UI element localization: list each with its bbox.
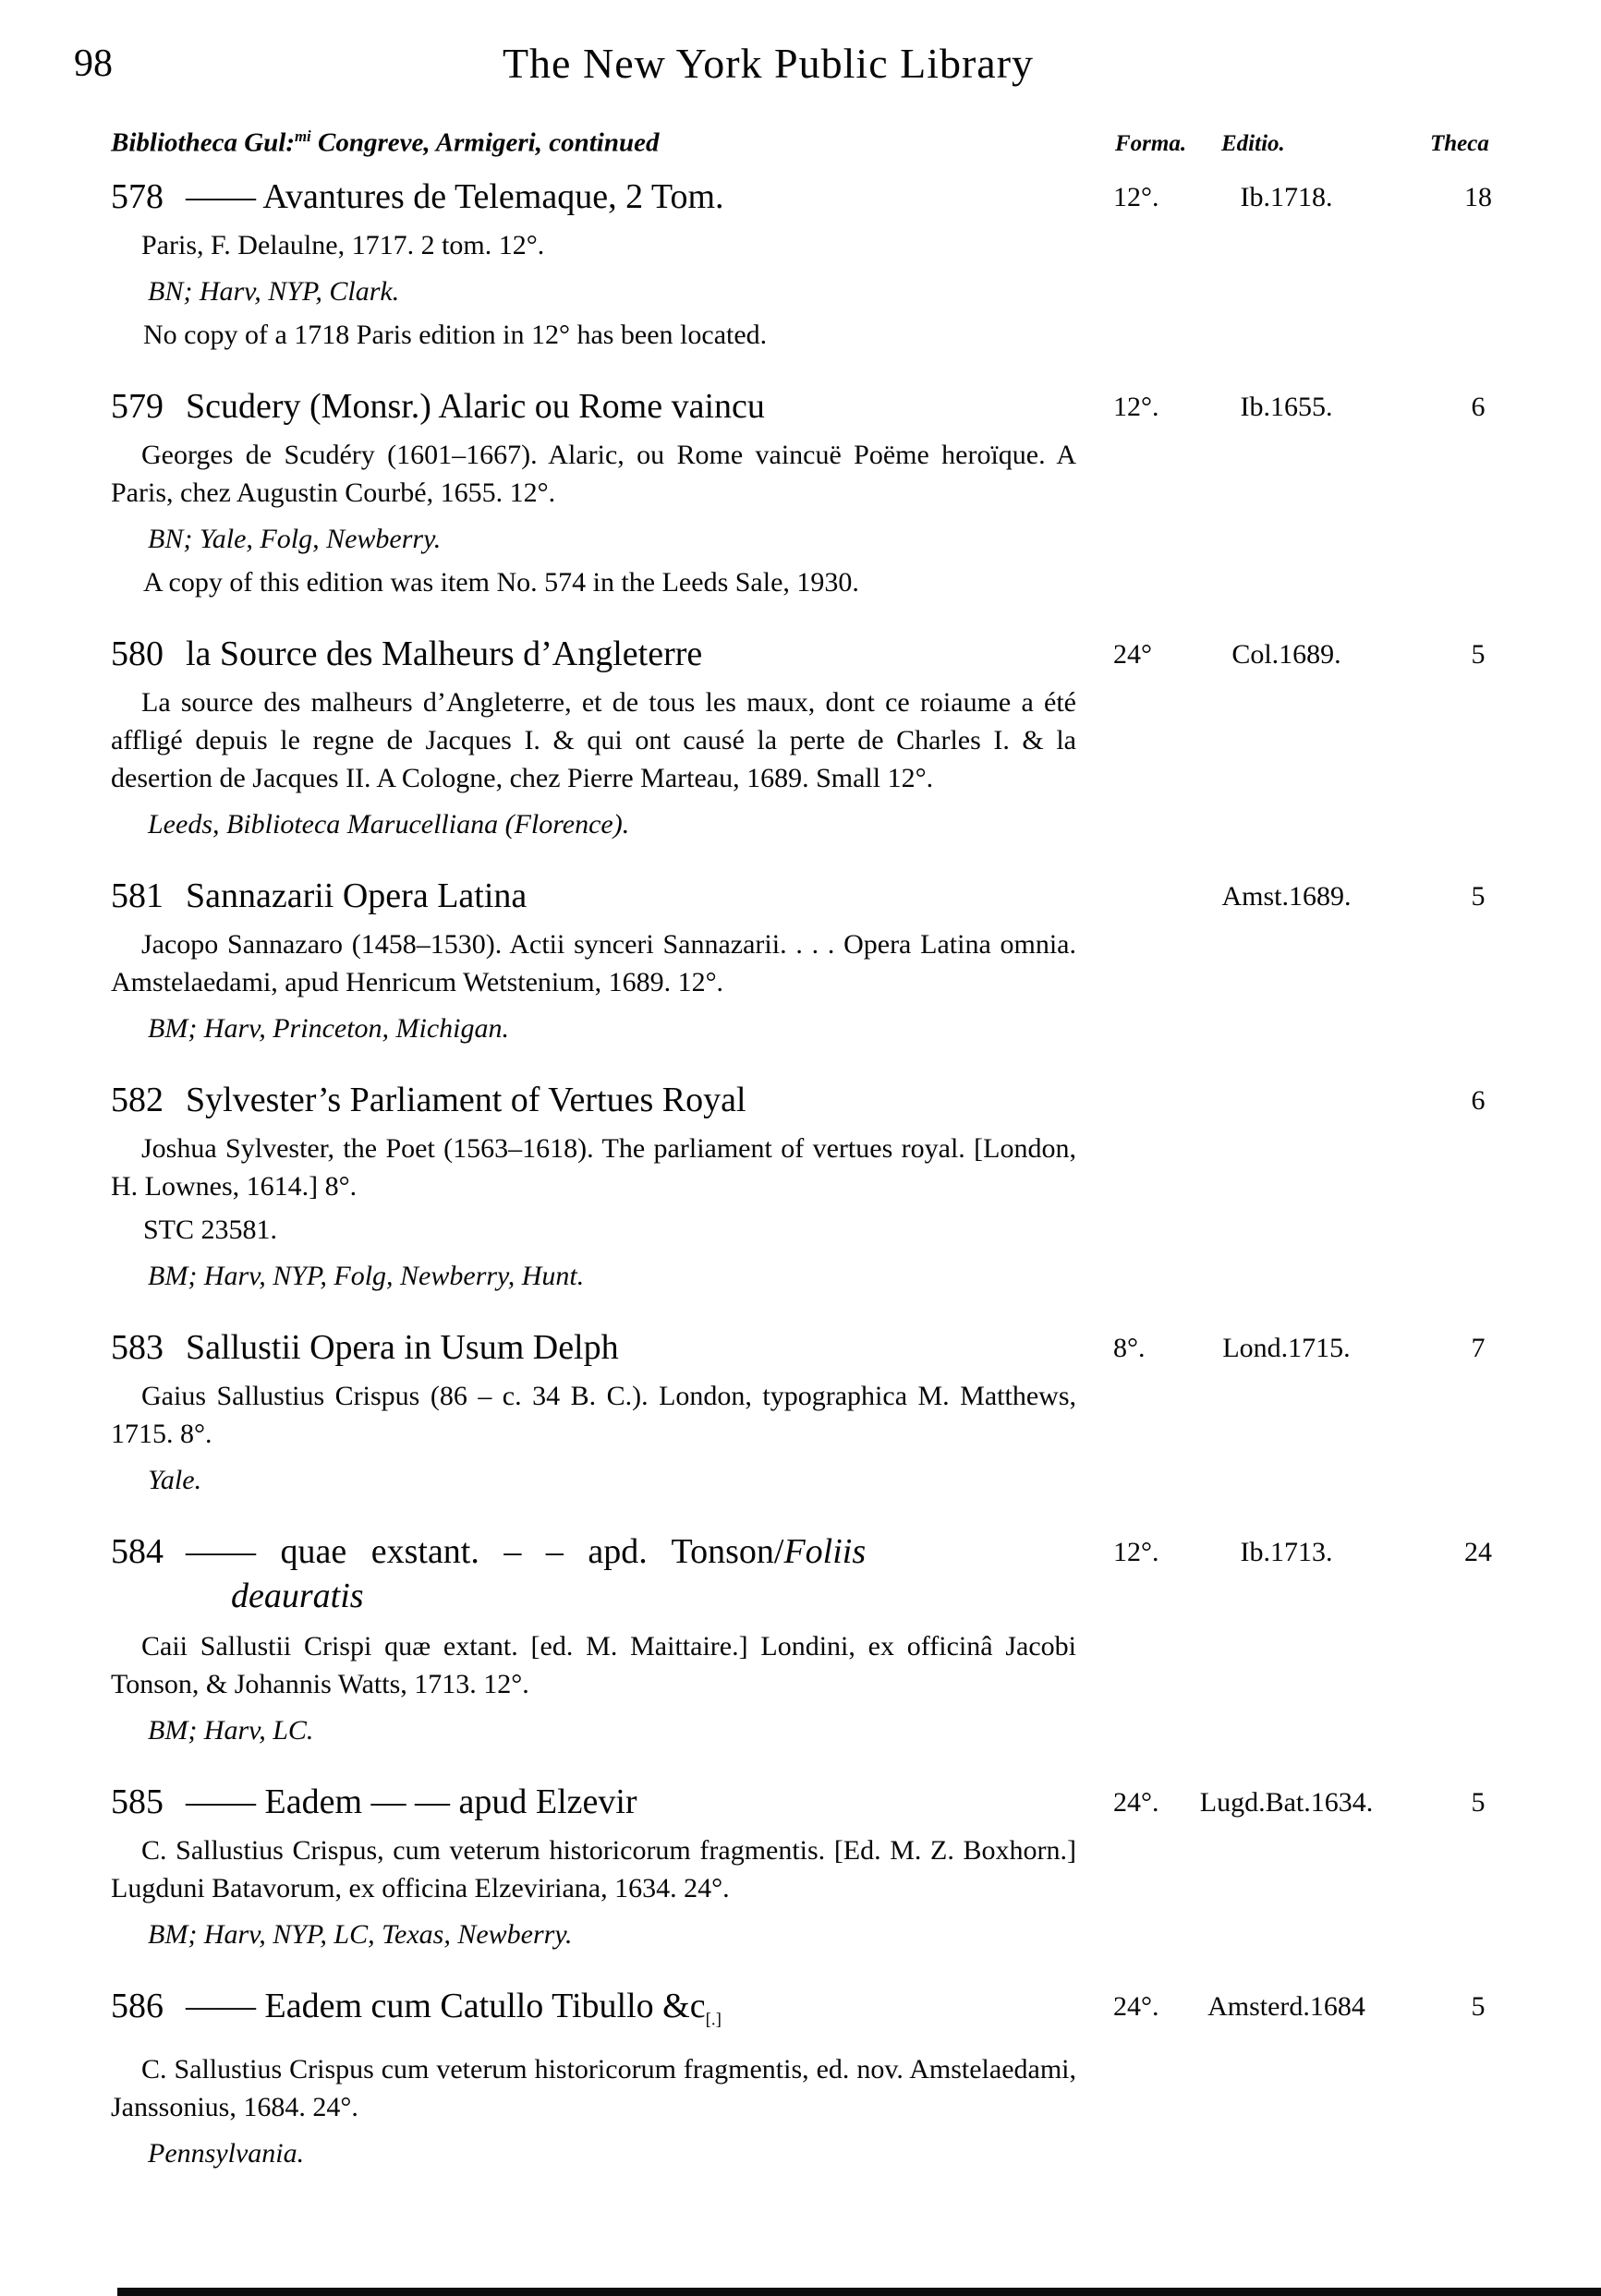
editio-value: Lond.1715. [1222,1333,1351,1363]
entry-holdings: Pennsylvania. [148,2137,305,2169]
entry-paragraph: Joshua Sylvester, the Poet (1563–1618). The parliament of vertues royal. [London, H. Lownes, 1614.] 8°. [111,1133,1076,1202]
entry-number: 582 [111,1081,164,1119]
column-header-forma: Forma. [1115,131,1187,156]
entry-title-text: —— Eadem — — apud Elzevir [186,1782,637,1821]
theca-value: 24 [1464,1537,1492,1567]
forma-value: 12°. [1113,392,1159,422]
entry-title [186,634,702,673]
entry-holdings: BM; Harv, NYP, LC, Texas, Newberry. [148,1919,573,1950]
editio-value: Ib.1655. [1240,392,1333,422]
entry-holdings: Leeds, Biblioteca Marucelliana (Florence). [148,809,630,840]
scan-edge-artifact [117,2288,1601,2296]
catalog-entry [0,1530,1601,1749]
entry-number: 579 [111,387,164,426]
entry-paragraph: C. Sallustius Crispus cum veterum historicorum fragmentis, ed. nov. Amstelaedami, Janssonius, 1684. 24°. [111,2053,1076,2122]
editio-value: Ib.1718. [1240,182,1333,212]
editio-value: Ib.1713. [1240,1537,1333,1567]
entry-paragraph: Gaius Sallustius Crispus (86 – c. 34 B. C.). London, typographica M. Matthews, 1715. 8°. [111,1381,1076,1449]
page-header [0,0,1601,98]
entry-title-text: Sylvester’s Parliament of Vertues Royal [186,1081,746,1119]
entry-paragraph: Georges de Scudéry (1601–1667). Alaric, ou Rome vaincuë Poëme heroïque. A Paris, chez Augustin Courbé, 1655. 12°. [111,440,1076,508]
section-header-superscript: mi [294,127,311,145]
editio-value: Col.1689. [1231,639,1341,670]
theca-value: 5 [1471,639,1486,670]
theca-value: 5 [1471,881,1486,912]
entry-title-text: Sannazarii Opera Latina [186,876,528,915]
entry-title-italic: Foliis [783,1532,867,1571]
column-header-row [0,127,1601,164]
theca-value: 5 [1471,1991,1486,2022]
entry-holdings: BN; Yale, Folg, Newberry. [148,524,442,554]
entry-title-row [111,1079,1601,1121]
entry-holdings: BM; Harv, Princeton, Michigan. [148,1013,510,1044]
catalog-entry [0,1985,1601,2172]
entry-paragraph: Caii Sallustii Crispi quæ extant. [ed. M. Maittaire.] Londini, ex officinâ Jacobi Tonson, & Johannis Watts, 1713. 12°. [111,1631,1076,1699]
theca-value: 7 [1471,1333,1486,1363]
entry-title [186,1532,866,1571]
editio-value: Amst.1689. [1221,881,1352,912]
catalog-entry [0,385,1601,601]
entry-title [186,387,765,426]
entry-paragraph: La source des malheurs d’Angleterre, et de tous les maux, dont ce roiaume a été affligé depuis le regne de Jacques I. & qui ont causé la perte de Charles I. & la desertion de Jacques II. A Cologne, chez Pierre Marteau, 1689. Small 12°. [111,687,1076,793]
forma-value: 12°. [1113,182,1159,212]
entry-title-text: Sallustii Opera in Usum Delph [186,1328,619,1367]
entry-number: 585 [111,1782,164,1821]
entry-holdings: Yale. [148,1465,202,1495]
entry-paragraph: Jacopo Sannazaro (1458–1530). Actii synceri Sannazarii. . . . Opera Latina omnia. Amstelaedami, apud Henricum Wetstenium, 1689. 12°. [111,929,1076,997]
editio-value: Amsterd.1684 [1207,1991,1365,2022]
section-header-pre: Bibliotheca Gul: [111,127,295,158]
entry-paragraph: C. Sallustius Crispus, cum veterum historicorum fragmentis. [Ed. M. Z. Boxhorn.] Lugduni Batavorum, ex officina Elzeviriana, 1634. 24°. [111,1835,1076,1903]
entry-title-subscript: [.] [705,2010,722,2030]
entry-note: No copy of a 1718 Paris edition in 12° has been located. [143,320,768,350]
entry-title [186,1987,722,2030]
entry-title [186,177,724,216]
entry-number: 581 [111,876,164,915]
entry-note: STC 23581. [143,1214,278,1245]
entry-title-text: —— Eadem cum Catullo Tibullo &c [186,1987,706,2025]
catalog-entry [0,875,1601,1047]
theca-value: 6 [1471,392,1486,422]
forma-value: 12°. [1113,1537,1159,1567]
forma-value: 8°. [1113,1333,1146,1363]
entry-number: 580 [111,634,164,673]
entry-note: A copy of this edition was item No. 574 in the Leeds Sale, 1930. [143,567,859,598]
entry-number: 583 [111,1328,164,1367]
theca-value: 6 [1471,1085,1486,1116]
entry-title-line2 [231,1573,1601,1619]
entry-title [186,1081,746,1119]
editio-value: Lugd.Bat.1634. [1199,1787,1374,1818]
theca-value: 18 [1464,182,1492,212]
entry-number: 584 [111,1532,164,1571]
entry-title [186,876,527,915]
theca-value: 5 [1471,1787,1486,1818]
entry-title-text: la Source des Malheurs d’Angleterre [186,634,703,673]
entry-title [186,1328,619,1367]
catalog-entry [0,175,1601,354]
column-header-theca: Theca [1430,131,1489,156]
entry-holdings: BM; Harv, NYP, Folg, Newberry, Hunt. [148,1261,585,1291]
entry-title-italic: deauratis [231,1577,364,1615]
forma-value: 24°. [1113,1991,1159,2022]
entry-title [186,1782,637,1821]
section-header-post: Congreve, Armigeri, continued [310,127,660,158]
catalog-entry [0,633,1601,843]
entry-holdings: BM; Harv, LC. [148,1715,314,1746]
entry-number: 578 [111,177,164,216]
catalog-entry [0,1781,1601,1953]
page-title: The New York Public Library [502,40,1035,87]
page-number: 98 [74,42,113,85]
entry-title-text: —— Avantures de Telemaque, 2 Tom. [186,177,724,216]
entry-holdings: BN; Harv, NYP, Clark. [148,276,400,307]
catalog-entry [0,1326,1601,1499]
entry-paragraph: Paris, F. Delaulne, 1717. 2 tom. 12°. [141,230,545,260]
catalog-entry [0,1079,1601,1295]
column-header-editio: Editio. [1221,131,1285,156]
entry-list [0,175,1601,2172]
section-header [111,127,659,159]
entry-number: 586 [111,1987,164,2025]
forma-value: 24° [1113,639,1152,670]
entry-title-text: —— quae exstant. – – apd. Tonson/ [186,1532,784,1571]
forma-value: 24°. [1113,1787,1159,1818]
entry-title-text: Scudery (Monsr.) Alaric ou Rome vaincu [186,387,765,426]
